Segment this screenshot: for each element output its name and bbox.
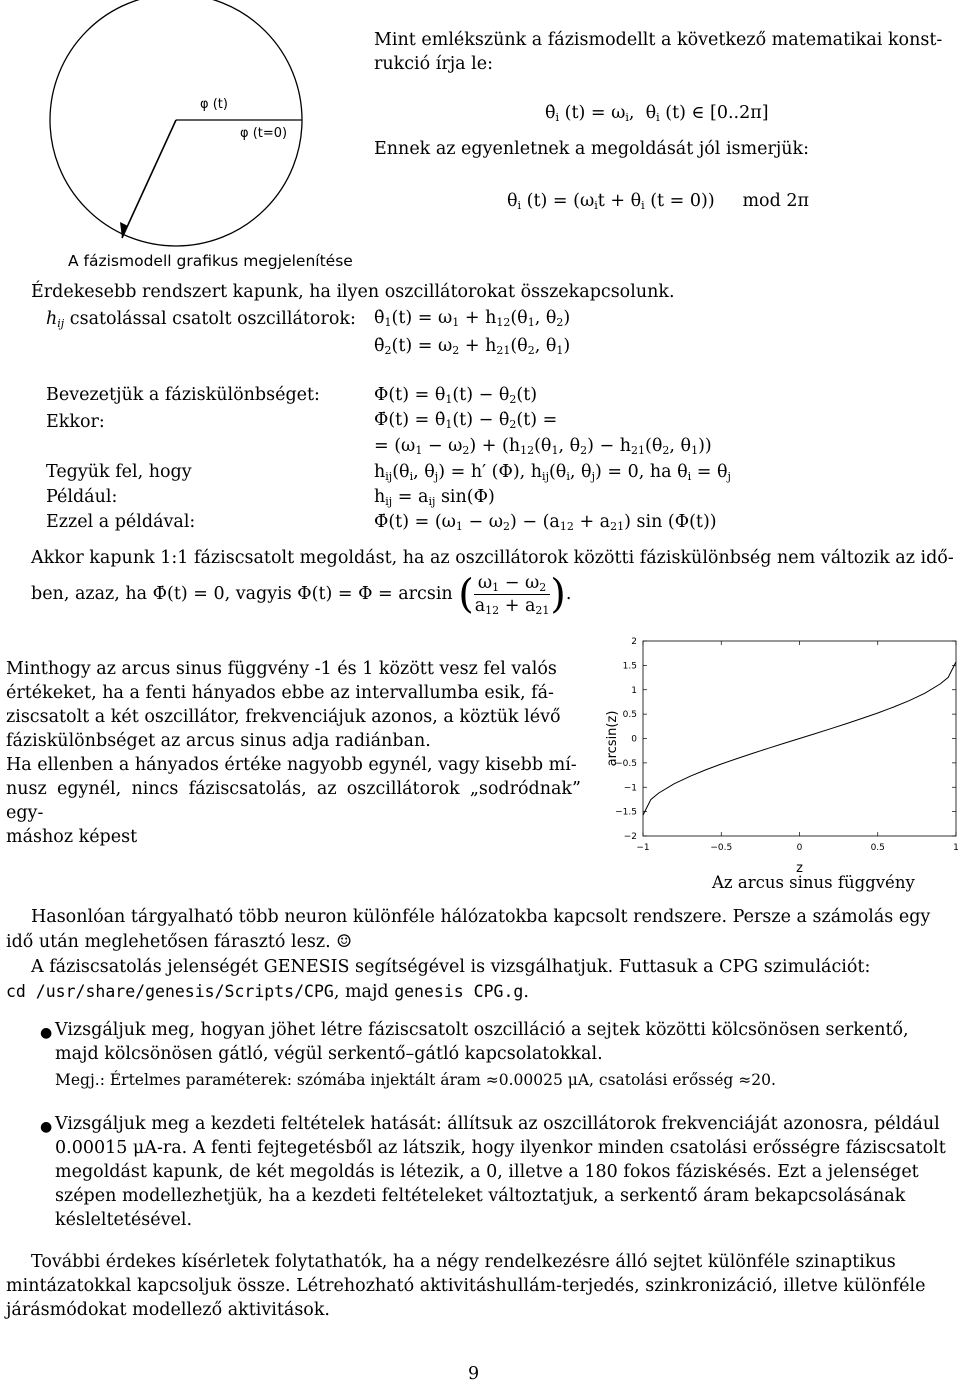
arcsin-paragraph bbox=[6, 657, 581, 849]
x-tick-label: −1 bbox=[636, 843, 650, 853]
genesis-line-1: Hasonlóan tárgyalható több neuron különféle hálózatokba kapcsolt rendszere. Persze a számolás egy bbox=[31, 907, 931, 927]
y-tick-label: −2 bbox=[623, 832, 637, 842]
closing-line: mintázatokkal kapcsoljuk össze. Létrehozható aktivitáshullám-terjedés, szinkronizáció, illetve különféle bbox=[6, 1276, 926, 1296]
locking-line-2: ben, azaz, ha Φ̇(t) = 0, vagyis Φ(t) = Φ = arcsin ( $\frac{\omega_1 - \omega_2}{a_{12} + a_{21}}$ ). bbox=[31, 571, 572, 618]
phase-label-t0: φ (t=0) bbox=[240, 126, 288, 141]
y-tick-label: 0 bbox=[631, 734, 637, 745]
bullet-1 bbox=[55, 1018, 945, 1092]
genesis-line-2: idő után meglehetősen fárasztó lesz. ☺ bbox=[6, 932, 352, 952]
arcsin-chart bbox=[598, 628, 960, 898]
y-tick-label: −1 bbox=[623, 783, 637, 794]
derivation-label-5: Például: bbox=[46, 487, 118, 507]
arcsin-line: fáziskülönbséget az arcus sinus adja radiánban. bbox=[6, 731, 431, 751]
coupled-label: $h_{ij}$ csatolással csatolt oszcillátorok: bbox=[46, 309, 356, 330]
bullet-1-line: majd kölcsönösen gátló, végül serkentő–gátló kapcsolatokkal. bbox=[55, 1044, 603, 1064]
phase-vector-t bbox=[122, 120, 176, 238]
bullet-1-line: Vizsgáljuk meg, hogyan jöhet létre fáziscsatolt oszcilláció a sejtek közötti kölcsönösen serkentő, bbox=[55, 1020, 909, 1040]
arcsin-line: Ha ellenben a hányados értéke nagyobb egynél, vagy kisebb mí- bbox=[6, 755, 577, 775]
genesis-command-line bbox=[6, 980, 529, 1004]
chart-caption: Az arcus sinus függvény bbox=[712, 873, 915, 892]
y-tick-label: −0.5 bbox=[615, 758, 637, 769]
phase-diagram-caption: A fázismodell grafikus megjelenítése bbox=[68, 252, 353, 270]
command-cd[interactable]: cd /usr/share/genesis/Scripts/CPG bbox=[6, 982, 334, 1001]
bullet-1-note: Megj.: Értelmes paraméterek: szómába injektált áram ≈0.00025 μA, csatolási erősség ≈20. bbox=[55, 1071, 776, 1089]
x-tick-label: −0.5 bbox=[710, 843, 733, 853]
y-tick-label: 1 bbox=[631, 685, 637, 696]
coupled-equation-2: $\thetȧ_2(t) = \omega_2 + h_{21}(\theta_2$, $\theta_1$) bbox=[374, 336, 571, 357]
bullet-2-line: késleltetésével. bbox=[55, 1210, 193, 1230]
arcsin-line: máshoz képest bbox=[6, 827, 138, 847]
command-genesis[interactable]: genesis CPG.g bbox=[394, 982, 524, 1001]
solution-intro-text: Ennek az egyenletnek a megoldását jól ismerjük: bbox=[374, 139, 810, 159]
phase-label-t: φ (t) bbox=[200, 97, 228, 112]
derivation-label-2: Ekkor: bbox=[46, 412, 105, 432]
intro-line-2: rukció írja le: bbox=[374, 54, 493, 74]
arcsin-curve bbox=[643, 662, 956, 815]
bullet-2-line: 0.00015 μA-ra. A fenti fejtegetésből az látszik, hogy ilyenkor minden csatolási erősségre fáziscsatolt bbox=[55, 1138, 946, 1158]
arcsin-line: Minthogy az arcus sinus függvény -1 és 1 között vesz fel valós bbox=[6, 659, 557, 679]
derivation-label-6: Ezzel a példával: bbox=[46, 512, 196, 532]
bullet-icon: ● bbox=[40, 1119, 53, 1135]
y-tick-label: 1.5 bbox=[622, 661, 637, 672]
derivation-label-1: Bevezetjük a fáziskülönbséget: bbox=[46, 385, 320, 405]
command-end: . bbox=[523, 982, 529, 1002]
derivation-label-4: Tegyük fel, hogy bbox=[46, 462, 192, 482]
genesis-line-3: A fáziscsatolás jelenségét GENESIS segítségével is vizsgálhatjuk. Futtasuk a CPG szimulációt: bbox=[31, 957, 871, 977]
closing-line: További érdekes kísérletek folytathatók, ha a négy rendelkezésre álló sejtet különféle szinaptikus bbox=[31, 1252, 896, 1272]
closing-line: járásmódokat modellező aktivitások. bbox=[6, 1300, 330, 1320]
x-tick-label: 0 bbox=[796, 843, 803, 853]
arcsin-line: értékeket, ha a fenti hányados ebbe az intervallumba esik, fá- bbox=[6, 683, 554, 703]
y-tick-label: 0.5 bbox=[622, 710, 637, 721]
x-tick-label: 0.5 bbox=[870, 843, 885, 853]
bullet-2 bbox=[55, 1112, 945, 1232]
derivation-math-5: $h_{ij} = a_{ij}$ sin(Φ) bbox=[374, 487, 495, 508]
derivation-math-6: Φ̇(t) = $(\omega_1 - \omega_2) - (a_{12} + a_{21})$ sin (Φ(t)) bbox=[374, 512, 717, 533]
arcsin-line: ziscsatolt a két oszcillátor, frekvenciájuk azonos, a köztük lévő bbox=[6, 707, 561, 727]
arcsin-line: nusz egynél, nincs fáziscsatolás, az oszcillátorok „sodródnak” egy- bbox=[6, 779, 581, 823]
equation-phase-derivative: $\thetȧ_i$ $(t) = \omega_i$, $\theta_i$ (t) ∈ [0..2π] bbox=[545, 103, 769, 124]
derivation-math-2: Φ̇(t) = $\thetȧ_1(t)$ − $\thetȧ_2(t)$ = bbox=[374, 410, 558, 431]
coupled-equation-1: $\thetȧ_1(t) = \omega_1 + h_{12}(\theta_1$, $\theta_2$) bbox=[374, 308, 571, 329]
page-number: 9 bbox=[468, 1364, 480, 1384]
equation-phase-solution: $\theta_i$ $(t) = (\omega_it + \theta_i$ (t = 0)) mod 2π bbox=[507, 191, 809, 212]
locking-line-1: Akkor kapunk 1:1 fáziscsatolt megoldást, ha az oszcillátorok közötti fáziskülönbség nem változik az idő- bbox=[31, 548, 954, 568]
y-tick-label: −1.5 bbox=[615, 807, 637, 818]
coupled-intro: Érdekesebb rendszert kapunk, ha ilyen oszcillátorokat összekapcsolunk. bbox=[31, 282, 675, 302]
bullet-2-line: megoldást kapunk, de két megoldás is létezik, a 0, illetve a 180 fokos fáziskésés. Ezt a jelenséget bbox=[55, 1162, 919, 1182]
y-axis-label: arcsin(z) bbox=[605, 710, 620, 767]
intro-line-1: Mint emlékszünk a fázismodellt a következő matematikai konst- bbox=[374, 30, 943, 50]
bullet-2-line: Vizsgáljuk meg a kezdeti feltételek hatását: állítsuk az oszcillátorok frekvenciáját azonosra, például bbox=[55, 1114, 940, 1134]
bullet-2-line: szépen modellezhetjük, ha a kezdeti feltételeket változtatjuk, a serkentő áram bekapcsolásának bbox=[55, 1186, 906, 1206]
x-tick-label: 1 bbox=[953, 843, 959, 853]
command-separator: , majd bbox=[333, 982, 395, 1002]
derivation-math-3: = $(\omega_1 - \omega_2) + (h_{12}(\theta_1$, $\theta_2) - h_{21}(\theta_2$, $\theta_1$)) bbox=[374, 436, 712, 457]
derivation-math-1: $\Phi(t) = \theta_1(t) - \theta_2(t)$ bbox=[374, 385, 538, 406]
y-tick-label: 2 bbox=[631, 637, 637, 647]
bullet-icon: ● bbox=[40, 1025, 53, 1041]
x-axis-label: z bbox=[796, 861, 803, 876]
derivation-math-4: $h_{ij}(\theta_i$, $\theta_j) = h'$ (Φ), $h_{ij}(\theta_i$, $\theta_j) = 0$, ha $\theta_i = \theta_j$ bbox=[374, 462, 731, 483]
closing-paragraph bbox=[6, 1250, 946, 1322]
